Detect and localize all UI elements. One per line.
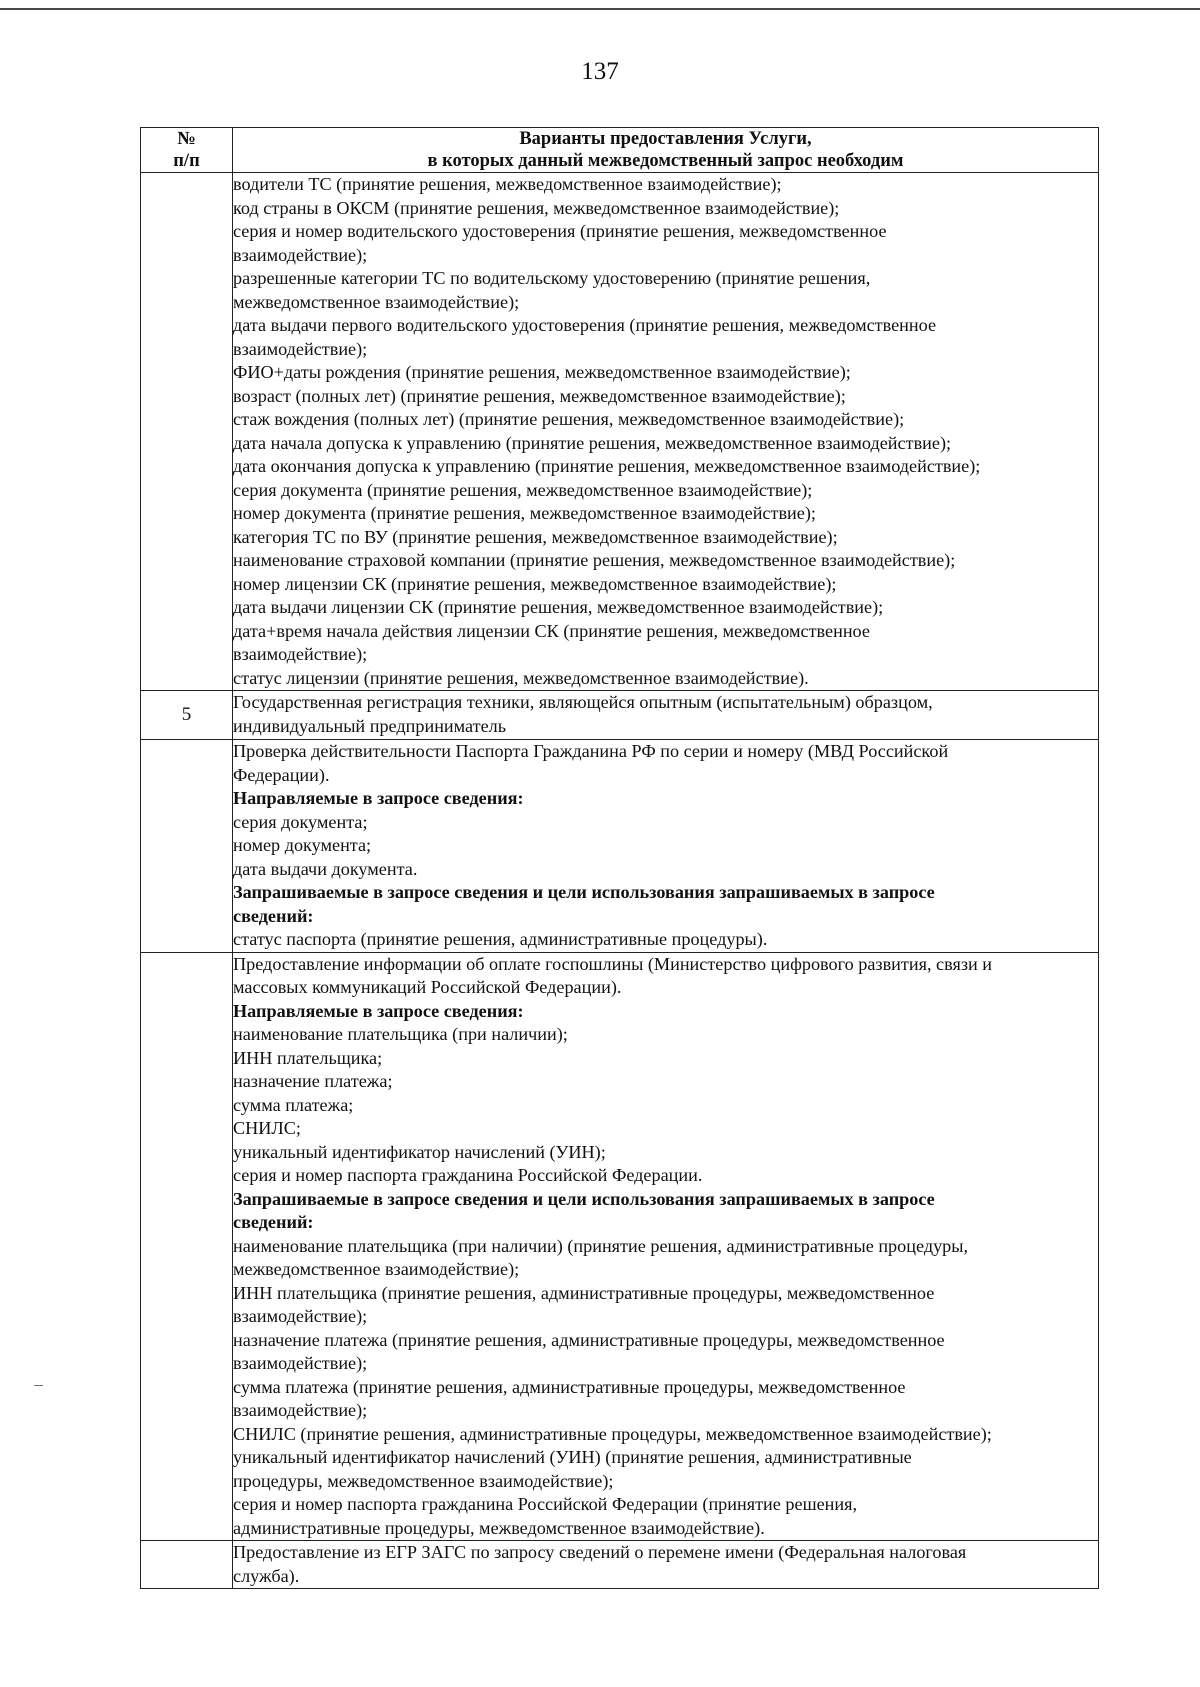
header-variants-line: в которых данный межведомственный запрос необходим: [427, 151, 904, 171]
text-line: дата начала допуска к управлению (принятие решения, межведомственное взаимодействие);: [233, 432, 952, 453]
text-line: серия документа;: [233, 811, 368, 832]
table-row: [141, 1541, 1099, 1589]
header-variants: [233, 128, 1099, 173]
text-line: Федерации).: [233, 764, 330, 785]
text-line: ИНН плательщика (принятие решения, административные процедуры, межведомственное: [233, 1282, 935, 1303]
text-line: взаимодействие);: [233, 1353, 368, 1373]
text-line: дата+время начала действия лицензии СК (принятие решения, межведомственное: [233, 620, 870, 641]
header-number: [141, 128, 233, 173]
row-number: [141, 1541, 233, 1589]
section-heading: Запрашиваемые в запросе сведения и цели использования запрашиваемых в запросе: [233, 882, 935, 902]
text-line: уникальный идентификатор начислений (УИН) (принятие решения, административные: [233, 1447, 912, 1467]
text-line: наименование плательщика (при наличии);: [233, 1024, 568, 1044]
text-line: взаимодействие);: [233, 338, 368, 359]
row-number: 5: [141, 691, 233, 740]
text-line: взаимодействие);: [233, 1400, 368, 1420]
text-line: дата выдачи лицензии СК (принятие решения, межведомственное взаимодействие);: [233, 597, 884, 617]
text-line: статус паспорта (принятие решения, административные процедуры).: [233, 929, 768, 949]
text-line: наименование плательщика (при наличии) (принятие решения, административные процедуры,: [233, 1235, 969, 1256]
text-line: административные процедуры, межведомственное взаимодействие).: [233, 1517, 765, 1538]
text-line: индивидуальный предприниматель: [233, 715, 507, 736]
text-line: взаимодействие);: [233, 244, 368, 265]
text-line: взаимодействие);: [233, 1306, 368, 1326]
row-number: [141, 952, 233, 1541]
text-line: Государственная регистрация техники, являющейся опытным (испытательным) образцом,: [233, 692, 933, 712]
row-content: [233, 1541, 1099, 1589]
section-heading: Запрашиваемые в запросе сведения и цели использования запрашиваемых в запросе: [233, 1188, 935, 1209]
page-number: 137: [581, 58, 619, 85]
text-line: серия и номер паспорта гражданина Российской Федерации (принятие решения,: [233, 1494, 858, 1514]
text-line: СНИЛС (принятие решения, административные процедуры, межведомственное взаимодействие);: [233, 1423, 992, 1444]
text-line: межведомственное взаимодействие);: [233, 291, 520, 312]
text-line: стаж вождения (полных лет) (принятие решения, межведомственное взаимодействие);: [233, 409, 905, 429]
text-line: СНИЛС;: [233, 1118, 301, 1138]
text-line: Проверка действительности Паспорта Гражданина РФ по серии и номеру (МВД Российской: [233, 741, 949, 761]
text-line: номер лицензии СК (принятие решения, межведомственное взаимодействие);: [233, 573, 837, 594]
text-line: сумма платежа;: [233, 1094, 354, 1115]
top-rule: [0, 8, 1200, 10]
text-line: номер документа (принятие решения, межведомственное взаимодействие);: [233, 503, 816, 523]
text-line: служба).: [233, 1565, 300, 1586]
text-line: Предоставление из ЕГР ЗАГС по запросу сведений о перемене имени (Федеральная налоговая: [233, 1542, 967, 1562]
table-row: [141, 173, 1099, 691]
table-row: [141, 740, 1099, 953]
text-line: дата окончания допуска к управлению (принятие решения, межведомственное взаимодействие);: [233, 456, 981, 476]
table-header-row: [141, 128, 1099, 173]
margin-mark: [34, 1385, 43, 1386]
header-variants-line: Варианты предоставления Услуги,: [519, 129, 812, 149]
text-line: взаимодействие);: [233, 644, 368, 664]
text-line: разрешенные категории ТС по водительскому удостоверению (принятие решения,: [233, 268, 871, 288]
text-line: процедуры, межведомственное взаимодействие);: [233, 1470, 614, 1491]
row-number: [141, 740, 233, 953]
text-line: дата выдачи первого водительского удостоверения (принятие решения, межведомственное: [233, 315, 937, 335]
text-line: ФИО+даты рождения (принятие решения, межведомственное взаимодействие);: [233, 362, 851, 382]
header-number-line: №: [177, 129, 196, 149]
header-number-line: п/п: [173, 151, 200, 171]
table-row: [141, 952, 1099, 1541]
section-heading: сведений:: [233, 905, 314, 926]
text-line: назначение платежа;: [233, 1071, 393, 1091]
text-line: возраст (полных лет) (принятие решения, межведомственное взаимодействие);: [233, 385, 846, 406]
text-line: серия и номер паспорта гражданина Российской Федерации.: [233, 1165, 703, 1185]
text-line: номер документа;: [233, 835, 372, 855]
text-line: назначение платежа (принятие решения, административные процедуры, межведомственное: [233, 1329, 945, 1350]
text-line: межведомственное взаимодействие);: [233, 1259, 520, 1279]
row-content: [233, 173, 1099, 691]
row-content: [233, 952, 1099, 1541]
text-line: серия документа (принятие решения, межведомственное взаимодействие);: [233, 479, 813, 500]
row-number: [141, 173, 233, 691]
section-heading: Направляемые в запросе сведения:: [233, 788, 524, 808]
text-line: категория ТС по ВУ (принятие решения, межведомственное взаимодействие);: [233, 526, 838, 547]
text-line: ИНН плательщика;: [233, 1047, 383, 1068]
text-line: водители ТС (принятие решения, межведомственное взаимодействие);: [233, 174, 782, 194]
requests-table: [140, 127, 1099, 1589]
text-line: дата выдачи документа.: [233, 858, 418, 879]
text-line: наименование страховой компании (принятие решения, межведомственное взаимодействие);: [233, 550, 956, 570]
text-line: код страны в ОКСМ (принятие решения, межведомственное взаимодействие);: [233, 197, 840, 218]
text-line: сумма платежа (принятие решения, административные процедуры, межведомственное: [233, 1376, 906, 1397]
text-line: Предоставление информации об оплате госпошлины (Министерство цифрового развития, связи и: [233, 953, 993, 974]
text-line: уникальный идентификатор начислений (УИН);: [233, 1141, 606, 1162]
row-content: [233, 691, 1099, 740]
row-content: [233, 740, 1099, 953]
table-row: [141, 691, 1099, 740]
text-line: статус лицензии (принятие решения, межведомственное взаимодействие).: [233, 667, 809, 688]
section-heading: Направляемые в запросе сведения:: [233, 1000, 524, 1021]
section-heading: сведений:: [233, 1212, 314, 1232]
text-line: серия и номер водительского удостоверения (принятие решения, межведомственное: [233, 221, 887, 241]
text-line: массовых коммуникаций Российской Федерации).: [233, 977, 622, 997]
